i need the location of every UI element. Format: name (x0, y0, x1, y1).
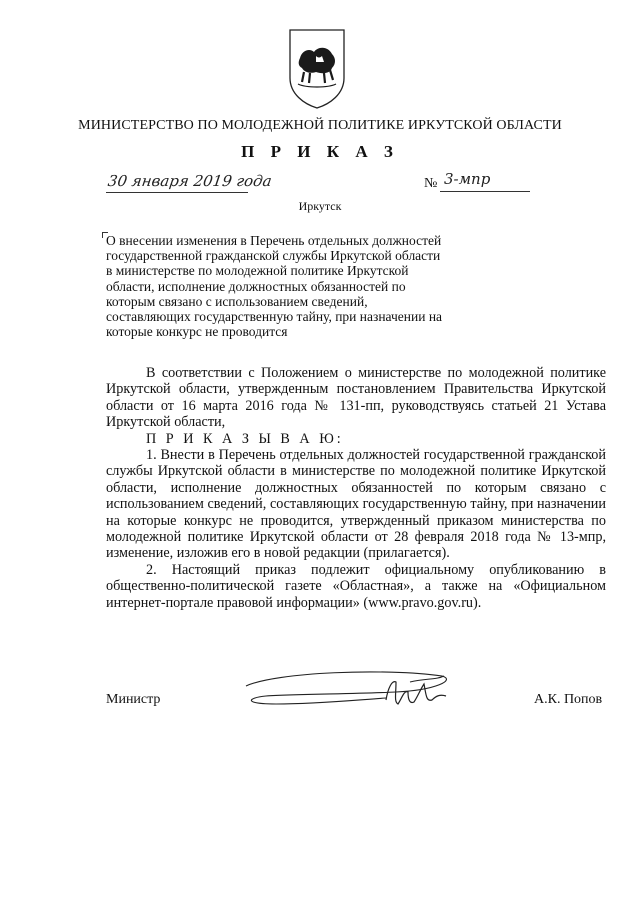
date-underline (106, 192, 248, 193)
document-number: 3-мпр (444, 170, 491, 188)
signer-name: А.К. Попов (534, 692, 603, 707)
subject-line: которым связано с использованием сведений, (106, 293, 368, 309)
document-date: 30 января 2019 года (106, 172, 273, 190)
subject-line: которые конкурс не проводится (106, 324, 288, 340)
document-body (106, 365, 606, 611)
subject-line: в министерстве по молодежной политике Иркутской (106, 263, 409, 279)
order-item-1: 1. Внести в Перечень отдельных должностей государственной гражданской службы Иркутской области в министерстве по молодежной политике Иркутской области, исполнение должностных обязанностей по которым связано с использованием сведений, составляющих государственную тайну, при назначении на которые конкурс не проводится, утвержденный приказом министерства по молодежной политике Иркутской области от 28 февраля 2018 года № 13-мпр, изменение, изложив его в новой редакции (прилагается). (106, 447, 606, 562)
handwritten-signature (236, 660, 466, 720)
order-item-2: 2. Настоящий приказ подлежит официальному опубликованию в общественно-политической газете «Областная», а также на «Официальном интернет-портале правовой информации» (www.pravo.gov.ru). (106, 561, 606, 611)
coat-of-arms-icon (286, 28, 348, 110)
document-subject (106, 233, 492, 339)
subject-line: составляющих государственную тайну, при назначении на (106, 309, 443, 325)
preamble: В соответствии с Положением о министерстве по молодежной политике Иркутской области, утвержденным постановлением Правительства Иркутской области от 16 марта 2016 года № 131-пп, руководствуясь статьей 21 Устава Иркутской области, (106, 365, 606, 431)
number-underline (440, 191, 530, 192)
subject-line: области, исполнение должностных обязанностей по (106, 278, 406, 294)
document-type: П Р И К А З (241, 142, 399, 161)
signer-position: Министр (106, 692, 161, 707)
subject-line: государственной гражданской службы Иркутской области (106, 248, 441, 264)
command-word: П Р И К А З Ы В А Ю: (146, 430, 344, 447)
ministry-name: МИНИСТЕРСТВО ПО МОЛОДЕЖНОЙ ПОЛИТИКЕ ИРКУТСКОЙ ОБЛАСТИ (78, 118, 562, 133)
subject-line: О внесении изменения в Перечень отдельных должностей (106, 233, 442, 248)
city: Иркутск (298, 199, 342, 213)
number-label: № (424, 176, 438, 191)
